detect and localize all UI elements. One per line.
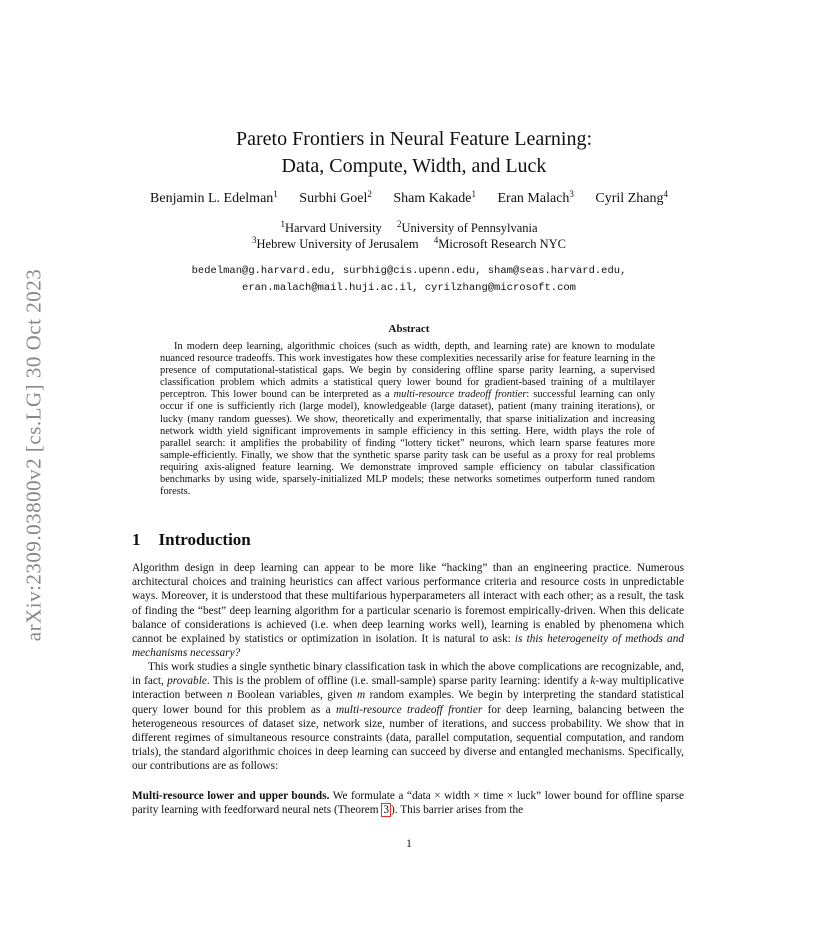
section-heading-introduction (132, 530, 251, 550)
contributions-paragraph: Multi-resource lower and upper bounds. We formulate a “data × width × time × luck” lower bound for offline sparse parity learning with feedforward neural nets (Theorem 3 ). This barrier arises from the (132, 790, 684, 817)
emails-line-1: bedelman@g.harvard.edu, surbhig@cis.upenn.edu, sham@seas.harvard.edu, (191, 265, 627, 277)
author-3: Sham Kakade$^1$ (393, 189, 476, 206)
title-line-2: Data, Compute, Width, and Luck (281, 155, 547, 177)
intro-paragraph-1: Algorithm design in deep learning can appear to be more like “hacking” than an engineering practice. Numerous architectural choices and training heuristics can affect various performance criteria and resource costs in unpredictable ways. Moreover, it is understood that these multifarious hyperparameters all interact with each other; as a result, the task of finding the “best” deep learning algorithm for a particular scenario is foremost empirically-driven. When this delicate balance of considerations is achieved (i.e. when deep learning works well), learning is enabled by phenomena which cannot be explained by statistics or optimization in isolation. It is natural to ask: is this heterogeneity of methods and mechanisms necessary? (132, 562, 684, 660)
affiliations-line-2 (0, 237, 818, 252)
abstract-heading: Abstract (388, 323, 430, 335)
section-title: Introduction (158, 530, 251, 549)
page-number: 1 (406, 838, 412, 850)
affiliation-1: $^1$Harvard University (280, 219, 382, 235)
author-list (0, 191, 818, 207)
emails-line-2: eran.malach@mail.huji.ac.il, cyrilzhang@microsoft.com (242, 282, 576, 294)
arxiv-identifier (20, 250, 48, 660)
paper-title (0, 126, 828, 180)
arxiv-identifier-text: arXiv:2309.03800v2 [cs.LG] 30 Oct 2023 (21, 268, 46, 642)
affiliations-line-1 (0, 221, 818, 236)
theorem-ref-link[interactable]: 3 (383, 804, 390, 817)
affiliation-3: $^3$Hebrew University of Jerusalem (252, 235, 419, 251)
abstract-body: In modern deep learning, algorithmic choices (such as width, depth, and learning rate) are known to modulate nuanced resource tradeoffs. This work investigates how these complexities necessarily arise for feature learning in the presence of computational-statistical gaps. We begin by considering offline sparse parity learning, a supervised classification problem which admits a statistical query lower bound for gradient-based training of a multilayer perceptron. This lower bound can be interpreted as a multi-resource tradeoff frontier: successful learning can only occur if one is sufficiently rich (large model), knowledgeable (large dataset), patient (many training iterations), or lucky (many random guesses). We show, theoretically and experimentally, that sparse initialization and increasing network width yield significant improvements in sample efficiency in this setting. Here, width plays the role of parallel search: it amplifies the probability of finding “lottery ticket” neurons, which learn sparse features more sample-efficiently. Finally, we show that the synthetic sparse parity task can be useful as a proxy for real problems requiring axis-aligned feature learning. We demonstrate improved sample efficiency on tabular classification benchmarks by using wide, sparsely-initialized MLP models; these networks sometimes outperform tuned random forests. (160, 341, 655, 498)
contribution-heading: Multi-resource lower and upper bounds. (132, 790, 330, 802)
title-line-1: Pareto Frontiers in Neural Feature Learning: (236, 128, 592, 150)
author-1: Benjamin L. Edelman$^1$ (150, 189, 278, 206)
author-5: Cyril Zhang$^4$ (595, 189, 668, 206)
author-2: Surbhi Goel$^2$ (299, 189, 372, 206)
author-4: Eran Malach$^3$ (497, 189, 574, 206)
affiliation-2: $^2$University of Pennsylvania (396, 219, 538, 235)
intro-paragraph-2: This work studies a single synthetic binary classification task in which the above complications are recognizable, and, in fact, provable. This is the problem of offline (i.e. small-sample) sparse parity learning: identify a k-way multiplicative interaction between n Boolean variables, given m random examples. We begin by interpreting the standard statistical query lower bound for this problem as a multi-resource tradeoff frontier for deep learning, balancing between the heterogeneous resources of dataset size, network size, number of iterations, and success probability. We show that in different regimes of simultaneous resource constraints (data, parallel computation, sequential computation, and random trials), the standard algorithmic choices in deep learning can succeed by diverse and entangled mechanisms. Specifically, our contributions are as follows: (132, 661, 684, 773)
affiliation-4: $^4$Microsoft Research NYC (433, 235, 566, 251)
section-number: 1 (132, 530, 141, 549)
